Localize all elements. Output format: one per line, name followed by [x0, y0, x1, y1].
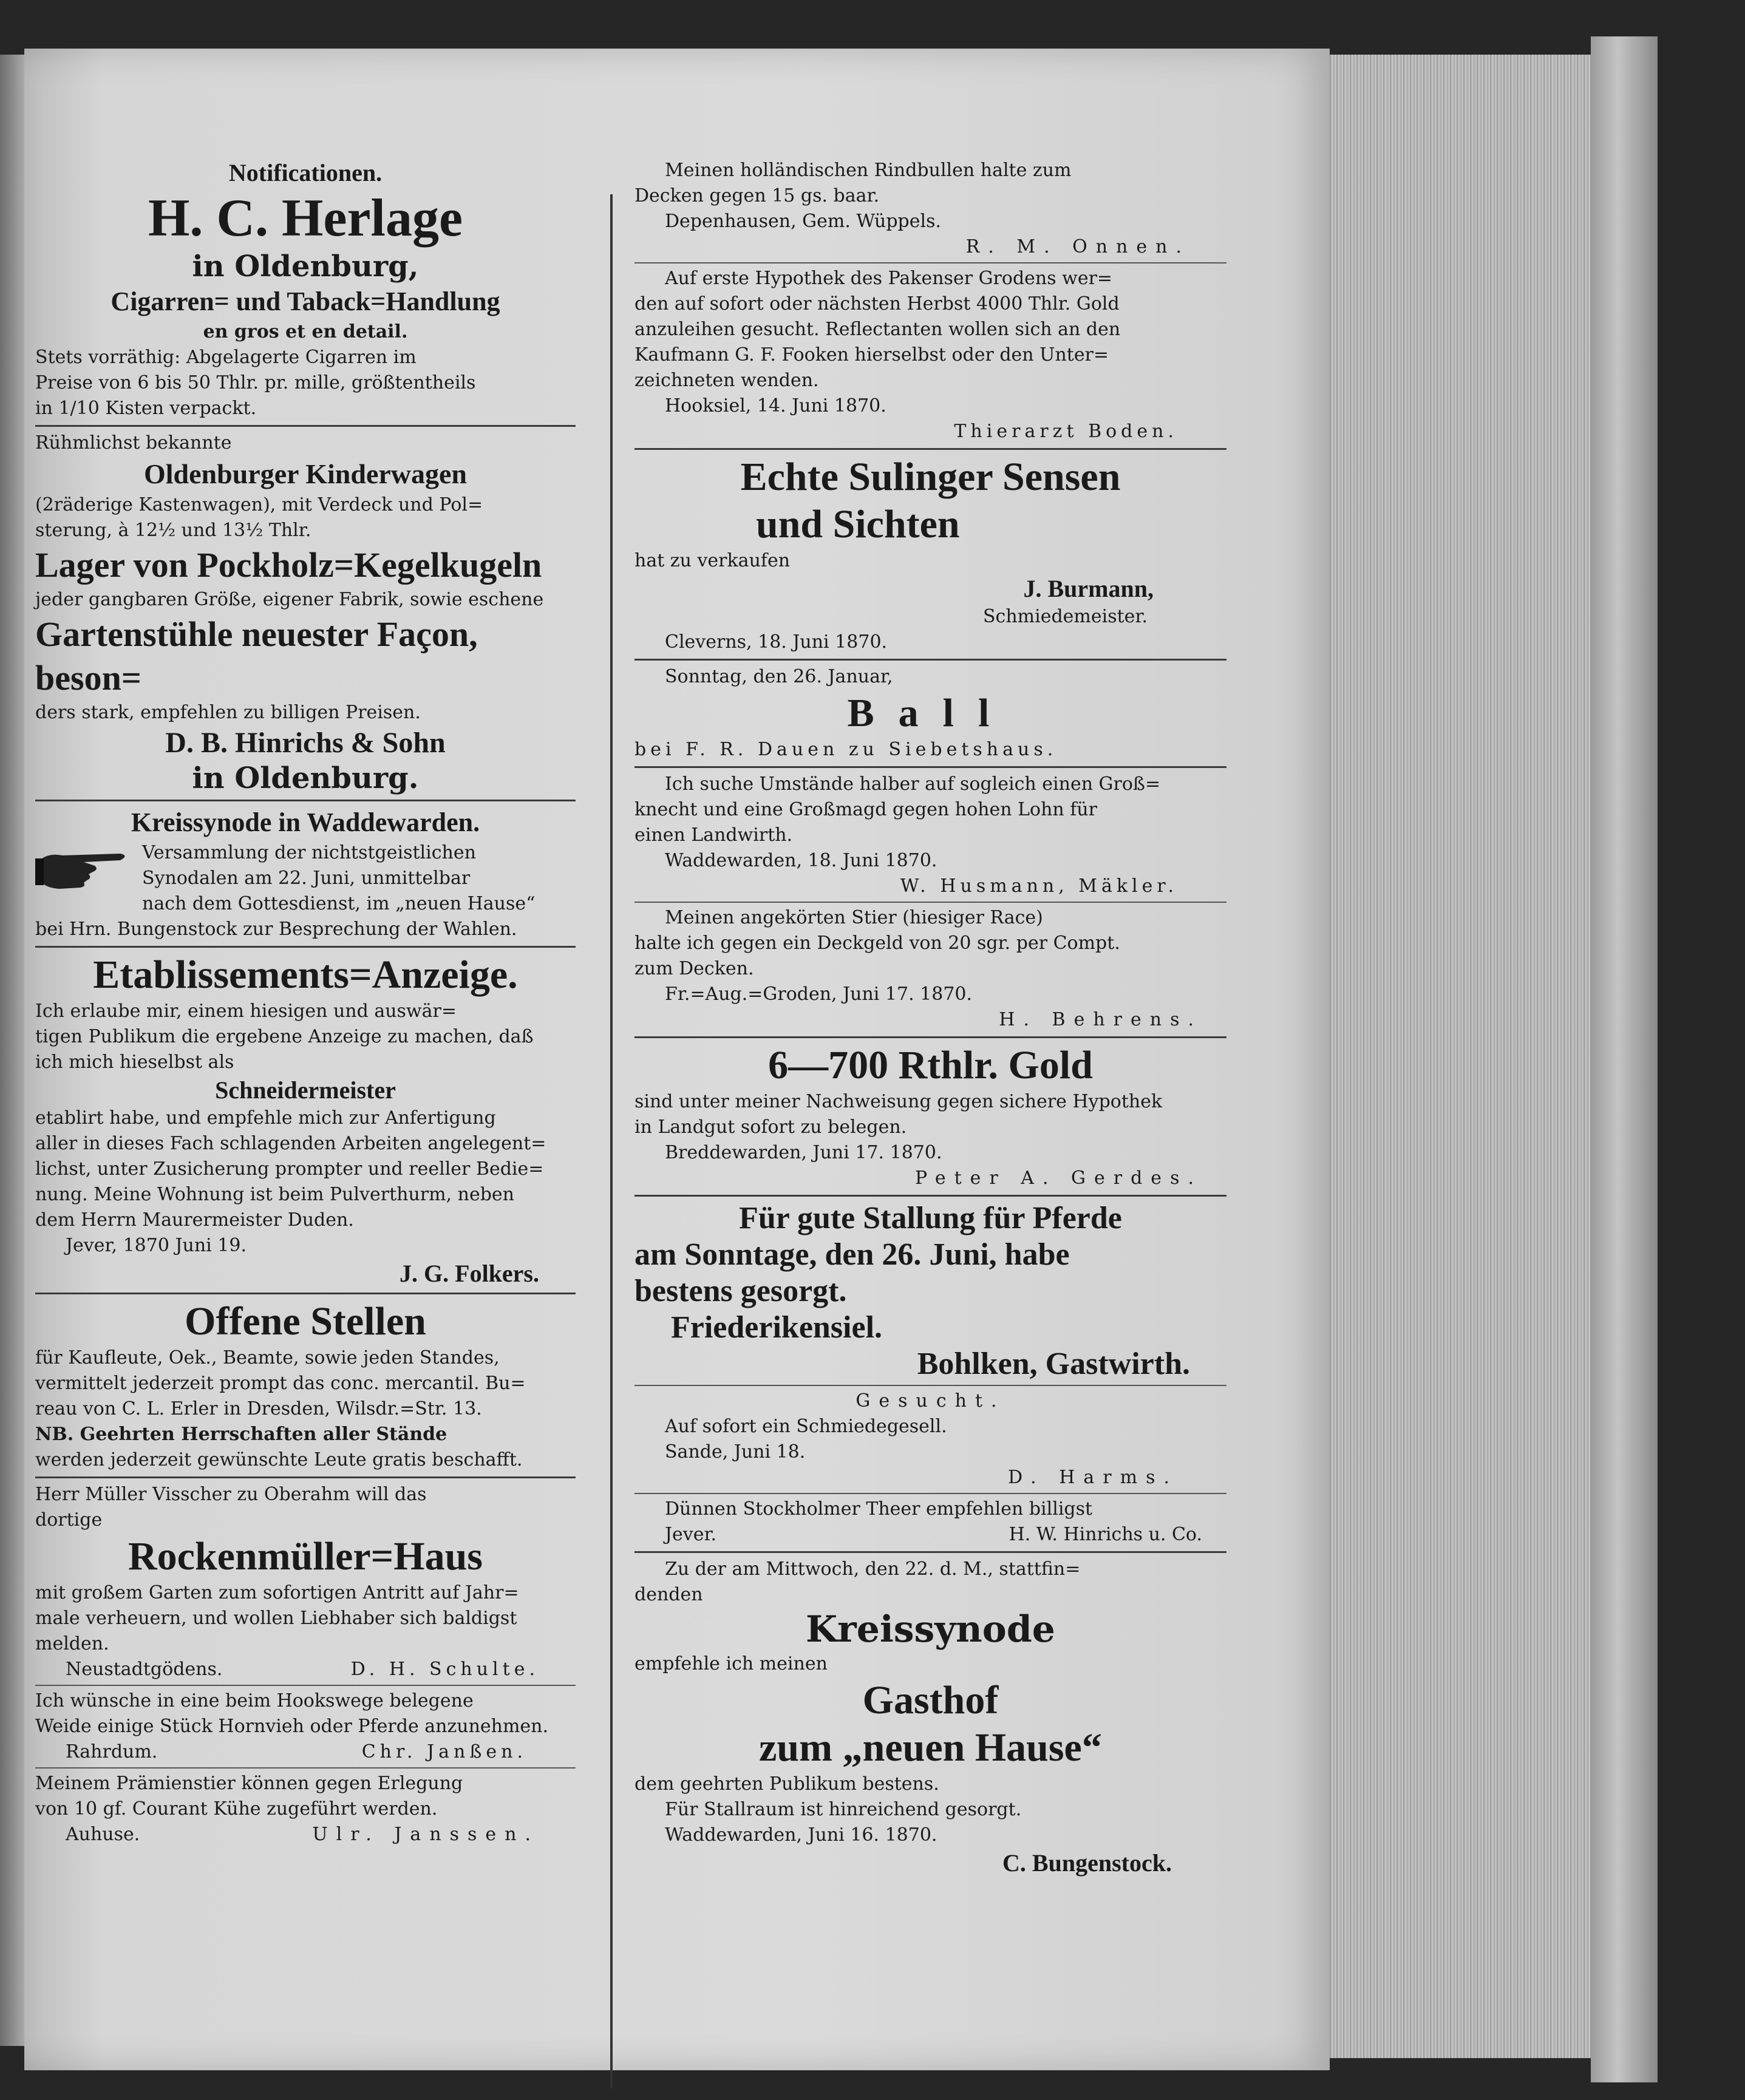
firm-name: D. B. Hinrichs & Sohn: [165, 727, 446, 759]
notice-title: zum „neuen Hause“: [759, 1725, 1102, 1770]
text-line: (2räderige Kastenwagen), mit Verdeck und Pol=: [35, 494, 483, 515]
date-line: Waddewarden, 18. Juni 1870.: [665, 850, 937, 871]
ad-theer: [634, 1497, 1226, 1548]
text-line: dem Herrn Maurermeister Duden.: [35, 1209, 354, 1231]
notice-title: Ball: [847, 691, 1014, 735]
ad-rindbullen: [634, 158, 1226, 260]
separator: [634, 1551, 1226, 1553]
date-line: Hooksiel, 14. Juni 1870.: [665, 395, 886, 416]
role-line: Schmiedemeister.: [982, 606, 1148, 627]
place-line: Rahrdum.: [66, 1741, 158, 1762]
text-line: ders stark, empfehlen zu billigen Preisen.: [35, 702, 421, 723]
notice-title: am Sonntage, den 26. Juni, habe: [634, 1237, 1070, 1272]
notice-title: Etablissements=Anzeige.: [93, 953, 518, 997]
signature: Chr. Janßen.: [361, 1741, 527, 1762]
trade-sub: en gros et en detail.: [203, 321, 408, 342]
ad-stallung: [634, 1200, 1226, 1382]
text-line: melden.: [35, 1633, 109, 1654]
separator: [35, 1293, 576, 1294]
text-line: Rühmlichst bekannte: [35, 432, 232, 454]
date-line: Cleverns, 18. Juni 1870.: [665, 631, 888, 653]
ad-herlage: [35, 158, 576, 421]
date-line: Fr.=Aug.=Groden, Juni 17. 1870.: [665, 984, 973, 1005]
ad-rockenmueller: [35, 1482, 576, 1682]
ad-gold: [634, 1042, 1226, 1191]
ad-hypothek: [634, 266, 1226, 444]
text-line: NB. Geehrten Herrschaften aller Stände: [35, 1424, 447, 1445]
company-city: in Oldenburg,: [192, 250, 419, 284]
ad-stier: [634, 905, 1226, 1033]
product-heading: Lager von Pockholz=Kegelkugeln: [35, 545, 542, 585]
text-line: male verheuern, und wollen Liebhaber sich baldigst: [35, 1608, 517, 1629]
left-column: [35, 158, 576, 1847]
ad-praemienstier: [35, 1771, 576, 1847]
text-line: bei Hrn. Bungenstock zur Besprechung der Wahlen.: [35, 919, 517, 940]
text-line: halte ich gegen ein Deckgeld von 20 sgr. per Compt.: [634, 933, 1120, 954]
text-line: Für Stallraum ist hinreichend gesorgt.: [665, 1799, 1022, 1820]
separator: [634, 262, 1226, 263]
separator: [634, 1036, 1226, 1038]
ad-kreissynode-left: [35, 805, 576, 942]
product-heading: Oldenburger Kinderwagen: [143, 458, 467, 489]
separator: [634, 1493, 1226, 1494]
book-cover: [1591, 36, 1658, 2082]
separator: [634, 448, 1226, 450]
text-line: knecht und eine Großmagd gegen hohen Lohn für: [634, 799, 1098, 820]
text-line: nach dem Gottesdienst, im „neuen Hause“: [142, 893, 536, 914]
trade-heading: Schneidermeister: [215, 1076, 396, 1104]
ad-hornvieh: [35, 1688, 576, 1765]
text-line: Meinem Prämienstier können gegen Erlegung: [35, 1773, 463, 1794]
text-line: in Landgut sofort zu belegen.: [634, 1116, 907, 1138]
text-line: Kaufmann G. F. Fooken hierselbst oder den Unter=: [634, 344, 1109, 365]
date-line: Sande, Juni 18.: [665, 1441, 806, 1463]
separator: [35, 425, 576, 427]
notice-title: Offene Stellen: [185, 1299, 426, 1344]
notice-title: Gesucht.: [855, 1390, 1005, 1412]
notice-title: Gasthof: [862, 1678, 999, 1722]
signature: H. W. Hinrichs u. Co.: [1009, 1524, 1202, 1545]
text-line: Ich erlaube mir, einem hiesigen und auswär=: [35, 1001, 457, 1022]
separator: [634, 902, 1226, 903]
text-line: Dünnen Stockholmer Theer empfehlen billigst: [665, 1498, 1093, 1520]
signature: D. H. Schulte.: [350, 1659, 539, 1680]
place-line: Jever.: [665, 1524, 717, 1545]
text-line: Weide einige Stück Hornvieh oder Pferde anzunehmen.: [35, 1716, 549, 1737]
date-line: Breddewarden, Juni 17. 1870.: [665, 1142, 942, 1163]
firm-city: in Oldenburg.: [192, 761, 419, 795]
text-line: in 1/10 Kisten verpackt.: [35, 398, 257, 419]
text-line: zeichneten wenden.: [634, 370, 819, 391]
separator: [35, 1685, 576, 1686]
notice-title: Echte Sulinger Sensen: [740, 455, 1121, 499]
notice-title: Kreissynode: [806, 1608, 1055, 1651]
company-name: H. C. Herlage: [148, 189, 463, 248]
signature: Ulr. Janssen.: [312, 1824, 539, 1845]
date-line: Jever, 1870 Juni 19.: [66, 1235, 247, 1256]
text-line: sind unter meiner Nachweisung gegen sichere Hypothek: [634, 1091, 1163, 1112]
text-line: Sonntag, den 26. Januar,: [665, 666, 893, 687]
separator: [35, 1476, 576, 1478]
section-heading: Notificationen.: [228, 159, 383, 186]
date-line: Waddewarden, Juni 16. 1870.: [665, 1824, 937, 1846]
place-line: Neustadtgödens.: [66, 1659, 223, 1680]
text-line: Ich wünsche in eine beim Hookswege belegene: [35, 1690, 474, 1711]
signature: W. Husmann, Mäkler.: [900, 875, 1178, 897]
text-line: von 10 gf. Courant Kühe zugeführt werden.: [35, 1798, 438, 1820]
ad-knecht: [634, 772, 1226, 899]
text-line: Versammlung der nichtstgeistlichen: [142, 842, 476, 863]
text-line: mit großem Garten zum sofortigen Antritt auf Jahr=: [35, 1582, 519, 1603]
notice-title: bestens gesorgt.: [634, 1274, 847, 1308]
previous-page-edge: [0, 55, 24, 2046]
text-line: Preise von 6 bis 50 Thlr. pr. mille, größtentheils: [35, 372, 476, 393]
ad-gasthof: [634, 1557, 1226, 1878]
separator: [634, 766, 1226, 768]
notice-title: Für gute Stallung für Pferde: [739, 1201, 1122, 1235]
separator: [35, 946, 576, 948]
text-line: Auf erste Hypothek des Pakenser Grodens wer=: [665, 268, 1113, 289]
signature: J. G. Folkers.: [400, 1260, 539, 1287]
signature: H. Behrens.: [999, 1009, 1202, 1030]
text-line: dem geehrten Publikum bestens.: [634, 1773, 939, 1795]
ad-gesucht: [634, 1388, 1226, 1490]
text-line: einen Landwirth.: [634, 824, 793, 846]
trade-line: Cigarren= und Taback=Handlung: [111, 287, 500, 316]
notice-title: Kreissynode in Waddewarden.: [131, 807, 480, 837]
text-line: empfehle ich meinen: [634, 1653, 828, 1674]
text-line: Ich suche Umstände halber auf sogleich einen Groß=: [665, 773, 1161, 795]
text-line: jeder gangbaren Größe, eigener Fabrik, sowie eschene: [35, 589, 544, 610]
text-line: tigen Publikum die ergebene Anzeige zu machen, daß: [35, 1026, 534, 1047]
separator: [35, 800, 576, 801]
text-line: Decken gegen 15 gs. baar.: [634, 185, 880, 206]
ad-offene-stellen: [35, 1298, 576, 1473]
text-line: hat zu verkaufen: [634, 550, 791, 571]
notice-title: 6—700 Rthlr. Gold: [768, 1043, 1093, 1087]
place-line: Depenhausen, Gem. Wüppels.: [665, 211, 942, 232]
signature: Peter A. Gerdes.: [915, 1167, 1202, 1189]
text-line: reau von C. L. Erler in Dresden, Wilsdr.=Str. 13.: [35, 1398, 482, 1419]
text-line: bei F. R. Dauen zu Siebetshaus.: [634, 739, 1058, 760]
signature: Thierarzt Boden.: [954, 421, 1178, 442]
signature: D. Harms.: [1008, 1467, 1178, 1488]
text-line: Meinen holländischen Rindbullen halte zum: [665, 160, 1072, 181]
text-line: sterung, à 12½ und 13½ Thlr.: [35, 520, 311, 541]
separator: [634, 659, 1226, 661]
text-line: den auf sofort oder nächsten Herbst 4000 Thlr. Gold: [634, 293, 1120, 314]
separator: [634, 1195, 1226, 1197]
notice-title: und Sichten: [756, 502, 960, 546]
text-line: nung. Meine Wohnung ist beim Pulverthurm, neben: [35, 1184, 514, 1205]
ad-etablissement: [35, 951, 576, 1289]
right-column: [634, 158, 1226, 1878]
place-line: Auhuse.: [66, 1824, 140, 1845]
place-heading: Friederikensiel.: [671, 1310, 883, 1345]
signature: C. Bungenstock.: [1002, 1849, 1172, 1877]
signature: Bohlken, Gastwirth.: [917, 1347, 1190, 1381]
signature: R. M. Onnen.: [965, 236, 1190, 257]
text-line: Herr Müller Visscher zu Oberahm will das: [35, 1484, 427, 1505]
text-line: Auf sofort ein Schmiedegesell.: [665, 1416, 947, 1437]
text-line: vermittelt jederzeit prompt das conc. mercantil. Bu=: [35, 1373, 526, 1394]
book-page-edges: [1330, 55, 1591, 2058]
separator: [634, 1385, 1226, 1386]
text-line: Zu der am Mittwoch, den 22. d. M., stattfin=: [665, 1558, 1081, 1580]
text-line: anzuleihen gesucht. Reflectanten wollen sich an den: [634, 319, 1121, 340]
text-line: zum Decken.: [634, 958, 754, 979]
text-line: Synodalen am 22. Juni, unmittelbar: [142, 868, 471, 889]
text-line: dortige: [35, 1509, 103, 1531]
text-line: denden: [634, 1584, 703, 1605]
product-heading: Gartenstühle neuester Façon, beson=: [35, 614, 478, 698]
pointing-hand-icon: [35, 840, 132, 895]
text-line: ich mich hieselbst als: [35, 1052, 234, 1073]
signature: J. Burmann,: [1023, 575, 1154, 602]
column-divider: [610, 194, 613, 2088]
text-line: lichst, unter Zusicherung prompter und reeller Bedie=: [35, 1158, 544, 1180]
ad-hinrichs: [35, 430, 576, 796]
ad-ball: [634, 664, 1226, 763]
text-line: Meinen angekörten Stier (hiesiger Race): [665, 907, 1043, 928]
separator: [35, 1767, 576, 1769]
text-line: etablirt habe, und empfehle mich zur Anfertigung: [35, 1107, 496, 1129]
ad-sensen: [634, 454, 1226, 655]
notice-title: Rockenmüller=Haus: [128, 1534, 483, 1578]
text-line: aller in dieses Fach schlagenden Arbeiten angelegent=: [35, 1133, 546, 1154]
text-line: für Kaufleute, Oek., Beamte, sowie jeden Standes,: [35, 1347, 500, 1368]
text-line: Stets vorräthig: Abgelagerte Cigarren im: [35, 347, 417, 368]
text-line: werden jederzeit gewünschte Leute gratis beschafft.: [35, 1449, 523, 1470]
